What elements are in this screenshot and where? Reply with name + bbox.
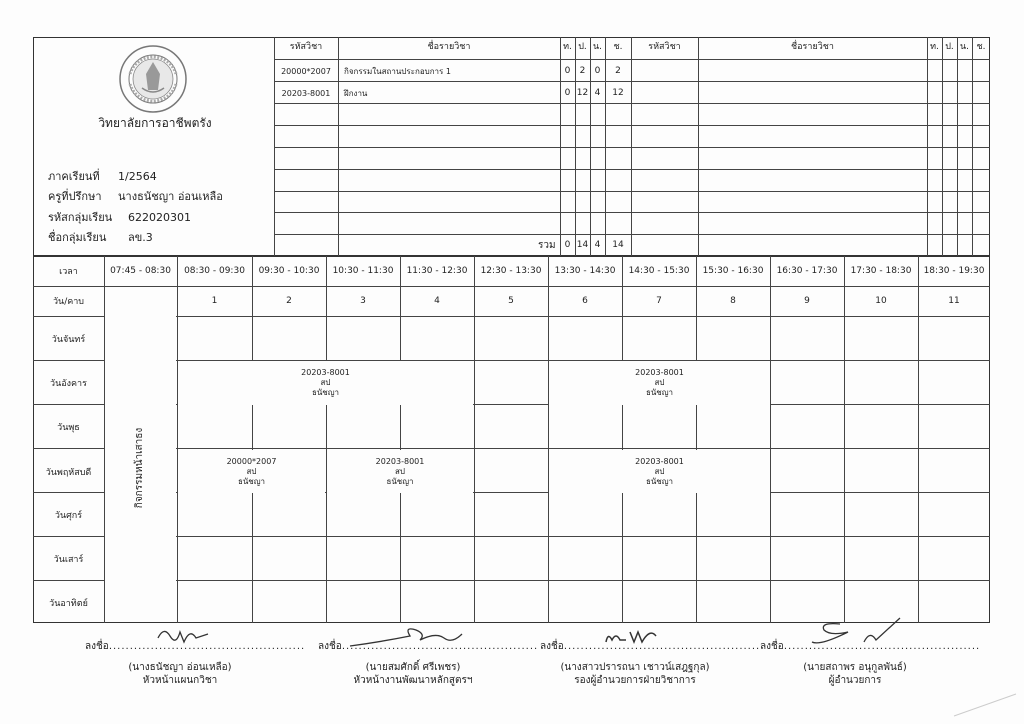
signer-position: หัวหน้างานพัฒนาหลักสูตรฯ — [353, 675, 473, 686]
time-slot: 07:45 - 08:30 — [110, 266, 171, 276]
total-n: 4 — [594, 240, 601, 250]
subject-1-p: 2 — [579, 66, 586, 76]
day-label-wednesday: วันพุธ — [57, 423, 80, 433]
corner-mark — [950, 690, 1020, 720]
practice-header: ป. — [578, 42, 587, 52]
subject-2-ch: 12 — [612, 88, 624, 98]
time-slot: 17:30 - 18:30 — [850, 266, 912, 276]
day-label-monday: วันจันทร์ — [51, 335, 86, 345]
time-slot: 09:30 - 10:30 — [258, 266, 320, 276]
college-logo — [118, 44, 188, 114]
subject-name-header-2: ชื่อรายวิชา — [791, 42, 834, 52]
subject-2-t: 0 — [564, 88, 571, 98]
group-name-label: ชื่อกลุ่มเรียน — [48, 231, 107, 244]
semester-value: 1/2564 — [118, 170, 157, 183]
group-code-value: 622020301 — [128, 211, 191, 224]
day-label-friday: วันศุกร์ — [54, 511, 83, 521]
signature-mark — [340, 622, 480, 652]
flag-activity-label: กิจกรรมหน้าเสาธง — [134, 427, 146, 508]
class-block[interactable]: 20203-8001 สป ธนัชญา — [549, 450, 770, 493]
time-slot: 10:30 - 11:30 — [332, 266, 394, 276]
semester-label: ภาคเรียนที่ — [48, 170, 100, 183]
day-label-tuesday: วันอังคาร — [50, 379, 87, 389]
subject-2-name: ฝึกงาน — [344, 89, 368, 98]
signer-name: (นางสาวปรารถนา เชาวน์เสฎฐกุล) — [560, 662, 710, 673]
time-slot: 08:30 - 09:30 — [184, 266, 245, 276]
total-t: 0 — [564, 240, 571, 250]
signer-name: (นายสมศักดิ์ ศรีเพชร) — [365, 662, 461, 673]
period-number: 5 — [508, 296, 514, 306]
class-block[interactable]: 20203-8001 สป ธนัชญา — [178, 361, 473, 405]
signer-position: ผู้อำนวยการ — [828, 675, 882, 686]
day-label-sunday: วันอาทิตย์ — [49, 598, 88, 609]
hours-header: ช. — [613, 42, 623, 52]
day-label-saturday: วันเสาร์ — [53, 555, 84, 565]
day-label-thursday: วันพฤหัสบดี — [45, 468, 92, 478]
subject-2-code: 20203-8001 — [281, 89, 331, 98]
signature-mark — [150, 620, 220, 650]
period-header: วัน/คาบ — [52, 297, 85, 307]
advisor-label: ครูที่ปรึกษา — [48, 190, 102, 203]
advisor-value: นางธนัชญา อ่อนเหลือ — [118, 190, 223, 203]
period-number: 11 — [948, 296, 960, 306]
college-name: วิทยาลัยการอาชีพตรัง — [98, 116, 212, 130]
subject-code-header: รหัสวิชา — [289, 42, 323, 52]
subject-1-n: 0 — [594, 66, 601, 76]
subject-1-code: 20000*2007 — [281, 67, 331, 76]
subject-1-ch: 2 — [615, 66, 621, 76]
signature-block: ลงชื่อ............................................... (นางธนัชญา อ่อนเหลือ) หัวหน้าแผนกวิชา — [85, 641, 306, 686]
time-slot: 11:30 - 12:30 — [406, 266, 468, 276]
signer-name: (นายสถาพร อนุกูลพันธ์) — [803, 662, 907, 673]
subject-2-n: 4 — [594, 88, 601, 98]
practice-header-2: ป. — [945, 42, 954, 52]
period-number: 2 — [286, 296, 292, 306]
hours-header-2: ช. — [976, 42, 986, 52]
signature-mark — [600, 622, 670, 650]
signer-position: รองผู้อำนวยการฝ่ายวิชาการ — [574, 675, 696, 686]
time-slot: 14:30 - 15:30 — [628, 266, 690, 276]
period-number: 4 — [434, 296, 440, 306]
time-slot: 15:30 - 16:30 — [702, 266, 764, 276]
subject-code-header-2: รหัสวิชา — [648, 42, 681, 52]
period-number: 3 — [360, 296, 366, 306]
flag-activity-column — [105, 313, 176, 622]
period-number: 7 — [656, 296, 662, 306]
signature-block: ลงชื่อ............................................... (นางสาวปรารถนา เชาวน์เสฎฐกุล) รองผู้อำนวยการฝ่ายวิชาการ — [540, 641, 761, 686]
class-block[interactable]: 20000*2007 สป ธนัชญา — [178, 450, 325, 493]
subject-1-name: กิจกรรมในสถานประกอบการ 1 — [344, 67, 451, 76]
time-slot: 18:30 - 19:30 — [923, 266, 985, 276]
total-label: รวม — [538, 240, 556, 251]
signature-block: ลงชื่อ............................................... (นายสมศักดิ์ ศรีเพชร) หัวหน้างานพัฒนาหลักสูตรฯ — [318, 641, 539, 686]
signer-name: (นางธนัชญา อ่อนเหลือ) — [128, 662, 232, 673]
total-ch: 14 — [612, 240, 624, 250]
time-header: เวลา — [59, 267, 78, 277]
time-slot: 16:30 - 17:30 — [776, 266, 838, 276]
class-block[interactable]: 20203-8001 สป ธนัชญา — [549, 361, 770, 405]
theory-header-2: ท. — [930, 42, 939, 52]
credit-header: น. — [592, 42, 602, 52]
group-name-value: ลข.3 — [128, 231, 153, 244]
period-number: 6 — [582, 296, 588, 306]
time-slot: 12:30 - 13:30 — [480, 266, 542, 276]
total-p: 14 — [576, 240, 589, 250]
period-number: 8 — [730, 296, 736, 306]
theory-header: ท. — [563, 42, 572, 52]
signature-mark — [800, 612, 910, 652]
period-number: 10 — [875, 296, 887, 306]
period-number: 9 — [804, 296, 810, 306]
signature-block: ลงชื่อ............................................... (นายสถาพร อนุกูลพันธ์) ผู้อำนวยการ — [760, 641, 981, 686]
credit-header-2: น. — [959, 42, 969, 52]
subject-2-p: 12 — [576, 88, 589, 98]
signer-position: หัวหน้าแผนกวิชา — [142, 675, 218, 686]
group-code-label: รหัสกลุ่มเรียน — [48, 211, 113, 224]
time-slot: 13:30 - 14:30 — [554, 266, 616, 276]
subject-1-t: 0 — [564, 66, 571, 76]
class-block[interactable]: 20203-8001 สป ธนัชญา — [327, 450, 473, 493]
subject-name-header: ชื่อรายวิชา — [427, 42, 471, 52]
period-number: 1 — [211, 296, 218, 306]
